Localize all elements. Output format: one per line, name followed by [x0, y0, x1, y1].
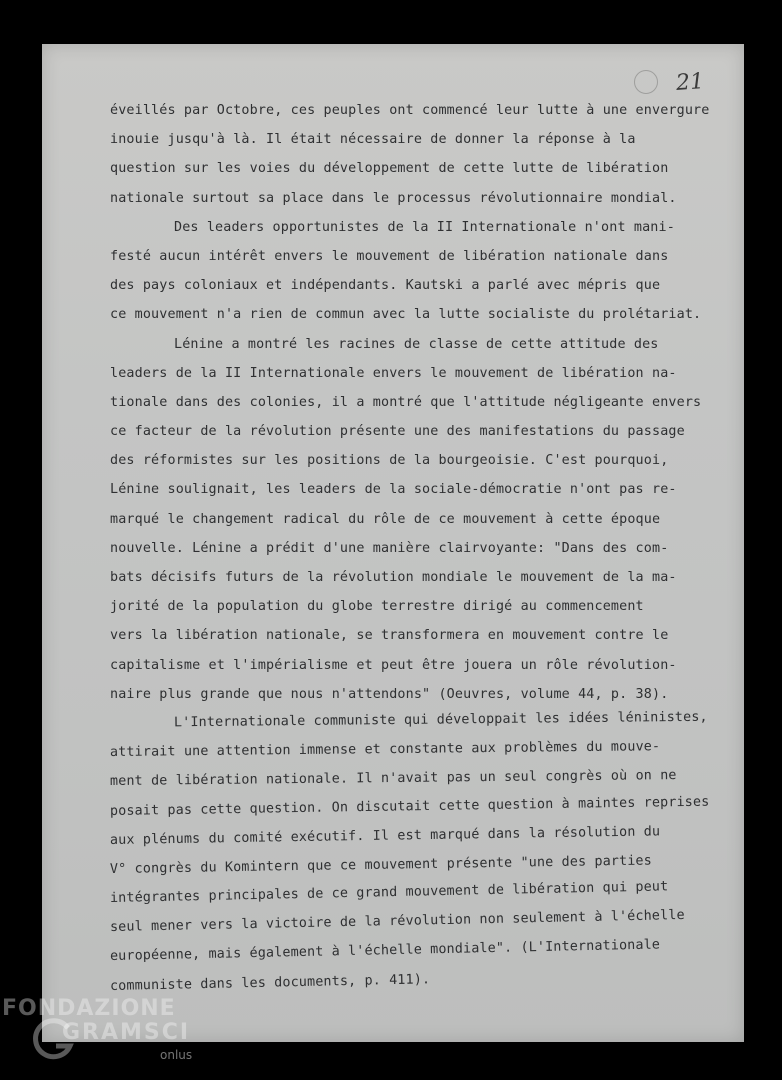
text-line: ce mouvement n'a rien de commun avec la lutte socialiste du prolétariat.: [110, 307, 702, 323]
text-line: intégrantes principales de ce grand mouvement de libération qui peut: [109, 879, 669, 907]
text-line: V° congrès du Komintern que ce mouvement présente "une des parties: [109, 853, 653, 877]
text-line: leaders de la II Internationale envers le mouvement de libération na-: [110, 365, 677, 381]
text-line: Des leaders opportunistes de la II Internationale n'ont mani-: [174, 219, 675, 235]
watermark-line2: GRAMSCI: [62, 1020, 191, 1045]
text-line: ment de libération nationale. Il n'avait pas un seul congrès où on ne: [109, 768, 677, 790]
text-line: naire plus grande que nous n'attendons" (Oeuvres, volume 44, p. 38).: [110, 686, 669, 702]
text-line: tionale dans des colonies, il a montré que l'attitude négligeante envers: [110, 394, 702, 410]
text-line: éveillés par Octobre, ces peuples ont commencé leur lutte à une envergure: [110, 103, 710, 118]
text-line: seul mener vers la victoire de la révolution non seulement à l'échelle: [109, 908, 685, 936]
text-line: vers la libération nationale, se transformera en mouvement contre le: [110, 628, 669, 644]
text-line: L'Internationale communiste qui développait les idées léninistes,: [173, 709, 708, 731]
text-line: européenne, mais également à l'échelle mondiale". (L'Internationale: [109, 937, 661, 965]
text-line: Lénine a montré les racines de classe de cette attitude des: [174, 336, 659, 352]
text-line: bats décisifs futurs de la révolution mondiale le mouvement de la ma-: [110, 570, 677, 585]
text-line: nouvelle. Lénine a prédit d'une manière clairvoyante: "Dans des com-: [110, 540, 669, 556]
text-line: communiste dans les documents, p. 411).: [109, 971, 431, 994]
text-line: Lénine soulignait, les leaders de la sociale-démocratie n'ont pas re-: [110, 482, 677, 498]
text-line: jorité de la population du globe terrestre dirigé au commencement: [110, 599, 644, 615]
document-page: [42, 44, 744, 1042]
text-line: inouie jusqu'à là. Il était nécessaire de donner la réponse à la: [110, 132, 636, 148]
text-line: marqué le changement radical du rôle de ce mouvement à cette époque: [110, 511, 661, 527]
text-line: des pays coloniaux et indépendants. Kautski a parlé avec mépris que: [110, 278, 661, 294]
watermark-line1: FONDAZIONE: [2, 996, 176, 1021]
text-line: attirait une attention immense et constante aux problèmes du mouve-: [109, 739, 661, 761]
text-line: capitalisme et l'impérialisme et peut être jouera un rôle révolution-: [110, 657, 677, 673]
text-line: posait pas cette question. On discutait cette question à maintes reprises: [109, 794, 710, 819]
text-line: question sur les voies du développement de cette lutte de libération: [110, 161, 669, 177]
text-line: ce facteur de la révolution présente une des manifestations du passage: [110, 424, 685, 440]
text-line: des réformistes sur les positions de la bourgeoisie. C'est pourquoi,: [110, 453, 669, 469]
page-number: 21: [675, 69, 705, 96]
text-line: festé aucun intérêt envers le mouvement de libération nationale dans: [110, 248, 669, 264]
foundation-watermark: [0, 996, 200, 1080]
text-line: aux plénums du comité exécutif. Il est marqué dans la résolution du: [109, 824, 661, 848]
document-body: [110, 96, 710, 1001]
text-line: nationale surtout sa place dans le processus révolutionnaire mondial.: [110, 190, 677, 206]
watermark-suffix: onlus: [160, 1048, 193, 1062]
archive-stamp-icon: [634, 70, 658, 94]
